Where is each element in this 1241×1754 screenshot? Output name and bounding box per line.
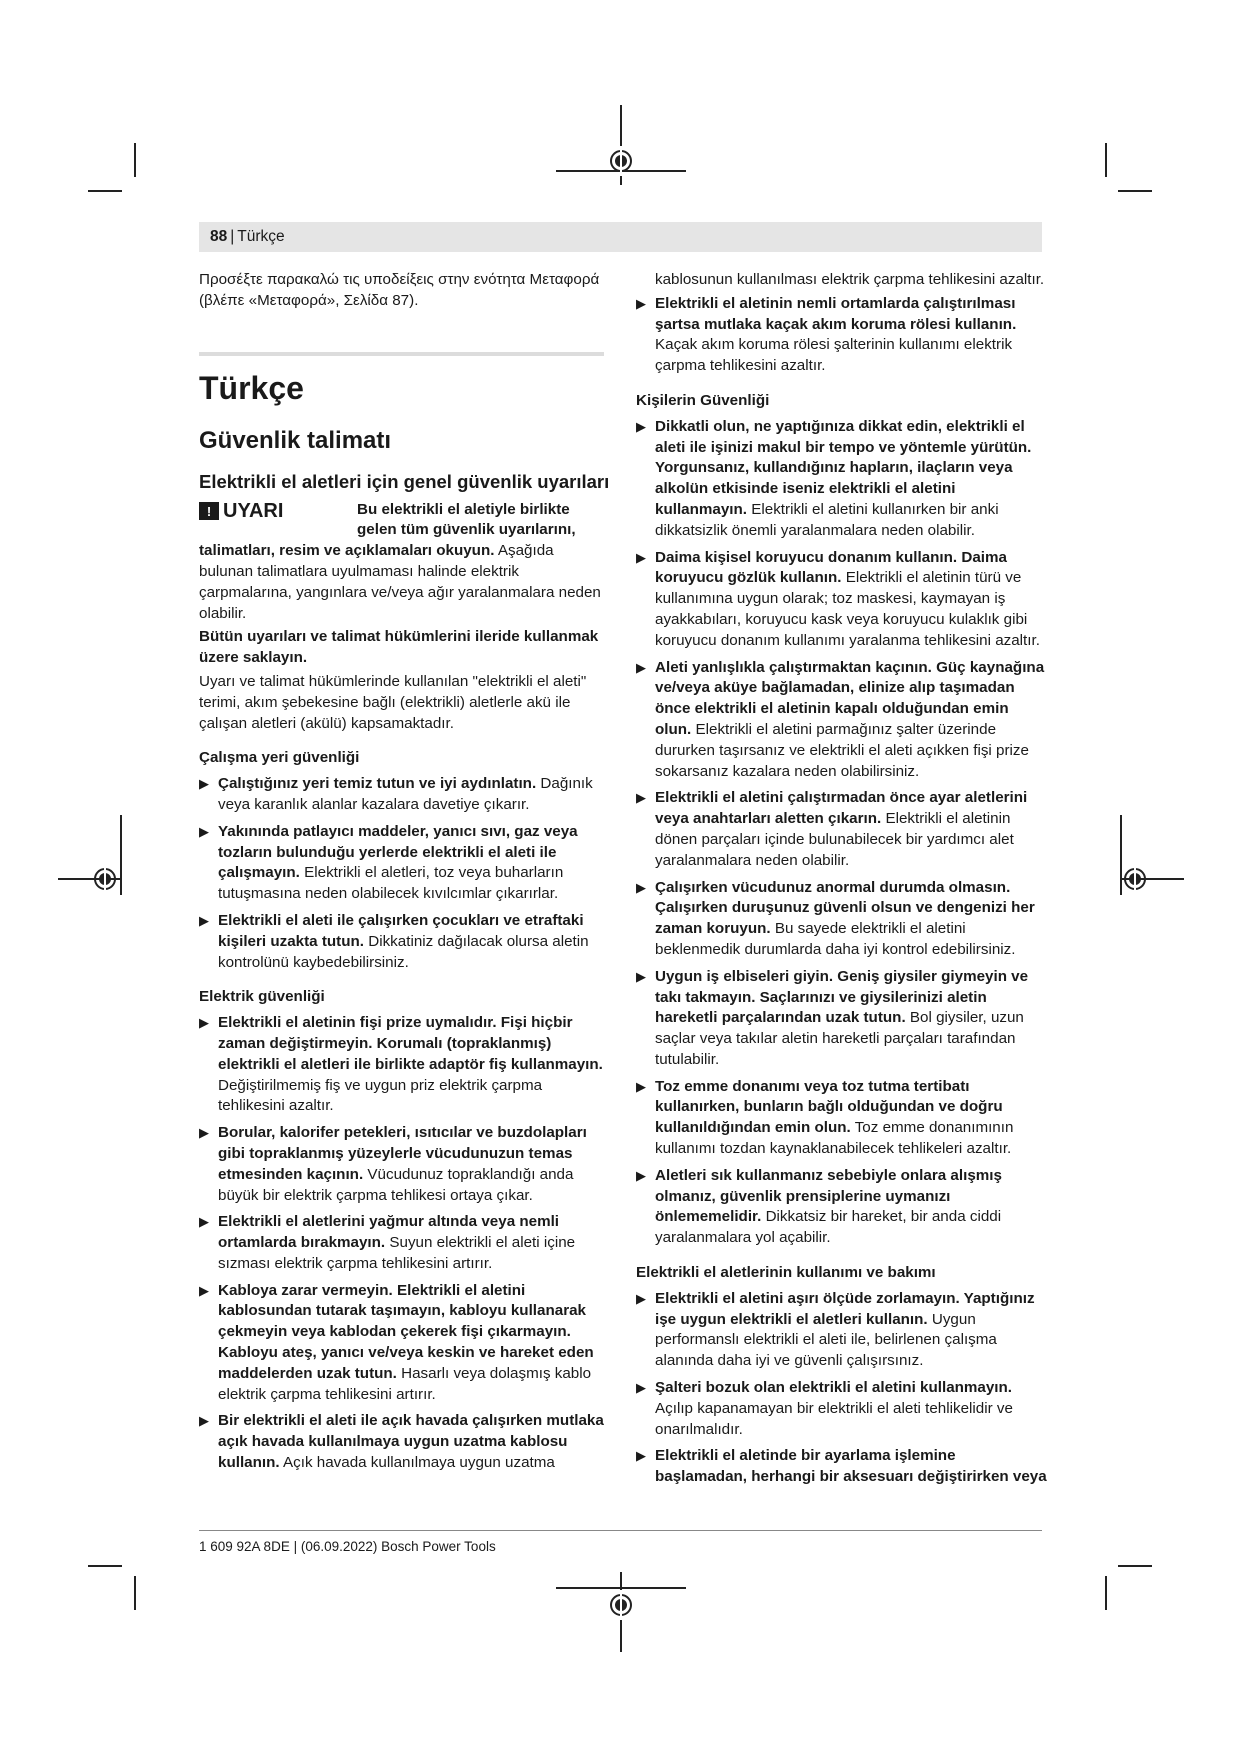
- item-bold: Elektrikli el aleti ile çalışırken çocukları ve etraftaki kişileri uzakta tutun.: [218, 911, 584, 950]
- bullet-arrow-icon: ▶: [636, 549, 646, 565]
- warning-text: Aşağıda bulunan talimatlara uyulmaması halinde elektrik çarpmalarına, yangınlara ve/veya ağır yaralanmalara neden olabilir.: [199, 542, 601, 622]
- footer-text: 1 609 92A 8DE | (06.09.2022) Bosch Power Tools: [199, 1539, 496, 1554]
- item-bold: Kabloya zarar vermeyin. Elektrikli el aletini kablosundan tutarak taşımayın, kabloyu kullanarak çekmeyin veya kablodan çekerek fişi çıkarmayın. Kabloyu ateş, yanıcı ve/veya keskin ve hareket eden maddelerden uzak tutun.: [218, 1281, 594, 1382]
- section-heading: Elektrikli el aletleri için genel güvenlik uyarıları: [199, 470, 610, 492]
- left-column: [199, 270, 611, 1480]
- item-text: Toz emme donanımının kullanımı tozdan kaynaklanabilecek tehlikeleri azaltır.: [655, 1119, 1014, 1158]
- item-text: Kaçak akım koruma rölesi şalterinin kullanımı elektrik çarpma tehlikesini azaltır.: [655, 336, 1013, 375]
- crop-mark: [134, 1576, 136, 1610]
- bullet-arrow-icon: ▶: [636, 879, 646, 895]
- bullet-arrow-icon: ▶: [199, 1413, 209, 1429]
- list-item: [199, 1281, 611, 1406]
- item-bold: Yakınında patlayıcı maddeler, yanıcı sıvı, gaz veya tozların bulunduğu yerlerde elektrikli el aleti ile çalışmayın.: [218, 822, 578, 882]
- item-text: Elektrikli el aletini parmağınız şalter üzerinde dururken taşırsanız ve elektrikli el aleti açıkken fişi prize sokarsanız kazalara neden olabilirsiniz.: [655, 720, 1029, 780]
- bullet-arrow-icon: ▶: [636, 968, 646, 984]
- item-bold: Elektrikli el aletinin nemli ortamlarda çalıştırılması şartsa mutlaka kaçak akım koruma rölesi kullanın.: [655, 294, 1017, 333]
- bullet-arrow-icon: ▶: [636, 659, 646, 675]
- bullet-arrow-icon: ▶: [636, 1448, 646, 1464]
- item-bold: Daima kişisel koruyucu donanım kullanın. Daima koruyucu gözlük kullanın.: [655, 548, 1007, 587]
- item-text: Açık havada kullanılmaya uygun uzatma: [283, 1454, 555, 1472]
- item-bold: Aletleri sık kullanmanız sebebiyle onlara alışmış olmanız, güvenlik prensiplerine uymanızı önlememelidir.: [655, 1166, 1002, 1226]
- registration-mark-icon: [610, 150, 632, 172]
- list-item: [636, 1166, 1048, 1249]
- bullet-arrow-icon: ▶: [199, 912, 209, 928]
- footer-rule: [199, 1530, 1042, 1531]
- crop-mark: [88, 1565, 122, 1567]
- bullet-arrow-icon: ▶: [636, 1380, 646, 1396]
- bullet-arrow-icon: ▶: [199, 776, 209, 792]
- keep-instructions: Bütün uyarıları ve talimat hükümlerini ileride kullanmak üzere saklayın.: [199, 628, 599, 667]
- right-column: [636, 270, 1048, 1494]
- item-text: Değiştirilmemiş fiş ve uygun priz elektrik çarpma tehlikesini azaltır.: [218, 1076, 543, 1115]
- electrical-list: [199, 1013, 611, 1474]
- term-definition: Uyarı ve talimat hükümlerinde kullanılan "elektrikli el aleti" terimi, akım şebekesine bağlı (elektrikli) aletlerle akü ile çalışan aletleri (akülü) kapsamaktadır.: [199, 672, 587, 732]
- list-item: [636, 417, 1048, 542]
- item-bold: Borular, kalorifer petekleri, ısıtıcılar ve buzdolapları gibi topraklanmış yüzeylerle vücudunuzun temas etmesinden kaçının.: [218, 1124, 587, 1183]
- item-text: Dikkatiniz dağılacak olursa aletin kontrolünü kaybedebilirsiniz.: [218, 932, 589, 971]
- crop-mark: [1105, 1576, 1107, 1610]
- item-bold: Dikkatli olun, ne yaptığınıza dikkat edin, elektrikli el aleti ile işinizi makul bir tempo ve yöntemle yürütün. Yorgunsanız, kullandığınız hapların, ilaçların veya alkolün etkisinde iseniz elektrikli el aletini kullanmayın.: [655, 417, 1032, 518]
- bullet-arrow-icon: ▶: [199, 823, 209, 839]
- bullet-arrow-icon: ▶: [636, 1290, 646, 1306]
- warning-bold-1: Bu elektrikli el aletiyle birlikte gelen tüm güvenlik uyarılarını,: [357, 500, 576, 539]
- page-title: Türkçe: [199, 369, 304, 406]
- header-language: Türkçe: [237, 228, 285, 245]
- item-text: Hasarlı veya dolaşmış kablo elektrik çarpma tehlikesini artırır.: [218, 1364, 592, 1403]
- crop-mark: [88, 190, 122, 192]
- item-text: Elektrikli el aletini kullanırken bir anki dikkatsizlik önemli yaralanmalara neden olabilir.: [655, 500, 999, 539]
- item-text: Dağınık veya karanlık alanlar kazalara davetiye çıkarır.: [218, 775, 593, 813]
- list-item: [199, 911, 611, 973]
- header-separator: |: [230, 228, 235, 245]
- warning-bold-2: talimatları, resim ve açıklamaları okuyun.: [199, 542, 495, 560]
- item-text: Bu sayede elektrikli el aletini beklenmedik durumlarda daha iyi kontrol edebilirsiniz.: [655, 920, 1016, 958]
- work-area-list: [199, 774, 611, 973]
- item-bold: Aleti yanlışlıkla çalıştırmaktan kaçının. Güç kaynağına ve/veya aküye bağlamadan, elinize alıp taşımadan önce elektrikli el aletinin kapalı olduğundan emin olun.: [655, 658, 1045, 738]
- personal-list: [636, 417, 1048, 1249]
- item-text: Elektrikli el aletinin türü ve kullanımına uygun olarak; toz maskesi, kaymayan iş ayakkabıları, koruyucu kask veya koruyucu kulaklık gibi koruyucu donanım kullanımı yaralanma tehlikesini azaltır.: [655, 569, 1040, 649]
- list-item: [199, 1123, 611, 1206]
- item-bold: Bir elektrikli el aleti ile açık havada çalışırken mutlaka açık havada kullanılmaya uygun uzatma kablosu kullanın.: [218, 1412, 604, 1472]
- item-bold: Elektrikli el aletinde bir ayarlama işlemine başlamadan, herhangi bir aksesuarı değiştirirken veya: [655, 1447, 1047, 1486]
- list-item: [199, 1212, 611, 1274]
- item-text: Vücudunuz topraklandığı anda büyük bir elektrik çarpma tehlikesi ortaya çıkar.: [218, 1165, 574, 1204]
- list-item: [199, 1013, 611, 1117]
- greek-note: Προσέξτε παρακαλώ τις υποδείξεις στην ενότητα Μεταφορά (βλέπε «Μεταφορά», Σελίδα 87).: [199, 271, 600, 309]
- bullet-arrow-icon: ▶: [199, 1015, 209, 1031]
- item-text: Elektrikli el aletleri, toz veya buharların tutuşmasına neden olabilecek kıvılcımlar çıkarırlar.: [218, 864, 564, 903]
- bullet-arrow-icon: ▶: [636, 418, 646, 434]
- item-bold: Elektrikli el aletinin fişi prize uymalıdır. Fişi hiçbir zaman değiştirmeyin. Korumalı (topraklanmış) elektrikli el aletleri ile birlikte adaptör fiş kullanmayın.: [218, 1014, 603, 1073]
- subtitle: Güvenlik talimatı: [199, 426, 392, 454]
- bullet-arrow-icon: ▶: [636, 790, 646, 806]
- item-bold: Uygun iş elbiseleri giyin. Geniş giysiler giymeyin ve takı takmayın. Saçlarınızı ve giysilerinizi aletin hareketli parçalarından uzak tutun.: [655, 967, 1029, 1027]
- item-bold: Elektrikli el aletini aşırı ölçüde zorlamayın. Yaptığınız işe uygun elektrikli el aletleri kullanın.: [655, 1289, 1035, 1328]
- warning-triangle-icon: [199, 502, 219, 520]
- registration-mark-icon: [1124, 868, 1146, 890]
- item-bold: Elektrikli el aletlerini yağmur altında veya nemli ortamlarda bırakmayın.: [218, 1213, 560, 1252]
- personal-heading: Kişilerin Güvenliği: [636, 391, 770, 409]
- continuation-text: kablosunun kullanılması elektrik çarpma tehlikesini azaltır.: [655, 271, 1045, 288]
- warning-block: [199, 500, 611, 542]
- list-item: [636, 878, 1048, 961]
- use-list: [636, 1289, 1048, 1488]
- page-header: [199, 222, 1042, 252]
- electrical-heading: Elektrik güvenliği: [199, 988, 325, 1006]
- item-text: Uygun performanslı elektrikli el aleti ile, belirlenen çalışma alanında daha iyi ve güvenli çalışırsınız.: [655, 1310, 997, 1370]
- page-number: 88: [210, 228, 228, 245]
- list-item: [636, 1077, 1048, 1160]
- bullet-arrow-icon: ▶: [636, 295, 646, 311]
- crop-mark: [1120, 815, 1122, 895]
- item-text: Suyun elektrikli el aleti içine sızması elektrik çarpma tehlikesini artırır.: [218, 1234, 576, 1272]
- crop-mark: [1105, 143, 1107, 177]
- bullet-arrow-icon: ▶: [199, 1214, 209, 1230]
- item-text: Açılıp kapanamayan bir elektrikli el aleti tehlikelidir ve onarılmalıdır.: [655, 1399, 1013, 1438]
- list-item: [636, 548, 1048, 652]
- crop-mark: [120, 815, 122, 895]
- item-text: Elektrikli el aletinin dönen parçaları içinde bulunabilecek bir yardımcı alet yaralanmalara neden olabilir.: [655, 810, 1014, 869]
- crop-mark: [1118, 190, 1152, 192]
- bullet-arrow-icon: ▶: [199, 1282, 209, 1298]
- list-item: [199, 774, 611, 816]
- item-bold: Şalteri bozuk olan elektrikli el aletini kullanmayın.: [655, 1379, 1013, 1397]
- list-item: [199, 1411, 611, 1473]
- list-item: [636, 1289, 1048, 1372]
- item-bold: Elektrikli el aletini çalıştırmadan önce ayar aletlerini veya anahtarları aletten çıkarın.: [655, 789, 1028, 828]
- bullet-arrow-icon: ▶: [636, 1078, 646, 1094]
- bullet-arrow-icon: ▶: [199, 1125, 209, 1141]
- item-text: Bol giysiler, uzun saçlar veya takılar aletin hareketli parçaları tarafından tutulabilir.: [655, 1009, 1024, 1068]
- item-bold: Toz emme donanımı veya toz tutma tertibatı kullanırken, bunların bağlı olduğundan ve doğru kullanıldığından emin olun.: [655, 1077, 1003, 1137]
- item-text: Dikkatsiz bir hareket, bir anda ciddi yaralanmalara yol açabilir.: [655, 1208, 1002, 1247]
- section-rule: [199, 352, 604, 356]
- crop-mark: [1118, 1565, 1152, 1567]
- registration-mark-icon: [610, 1594, 632, 1616]
- list-item: [636, 658, 1048, 783]
- crop-mark: [556, 1587, 686, 1589]
- crop-mark: [134, 143, 136, 177]
- list-item: [636, 788, 1048, 871]
- list-item: [636, 294, 1048, 377]
- registration-mark-icon: [94, 868, 116, 890]
- list-item: [636, 1446, 1048, 1488]
- list-item: [636, 967, 1048, 1071]
- item-bold: Çalışırken vücudunuz anormal durumda olmasın. Çalışırken duruşunuz güvenli olsun ve dengenizi her zaman koruyun.: [655, 878, 1035, 938]
- use-heading: Elektrikli el aletlerinin kullanımı ve bakımı: [636, 1264, 936, 1282]
- list-item: [636, 1378, 1048, 1440]
- bullet-arrow-icon: ▶: [636, 1167, 646, 1183]
- warning-label: [199, 500, 357, 542]
- work-area-heading: Çalışma yeri güvenliği: [199, 749, 360, 767]
- item-bold: Çalıştığınız yeri temiz tutun ve iyi aydınlatın.: [218, 775, 537, 793]
- warning-paragraph: [199, 541, 611, 624]
- warning-label-text: UYARI: [223, 499, 284, 522]
- list-item: [199, 822, 611, 905]
